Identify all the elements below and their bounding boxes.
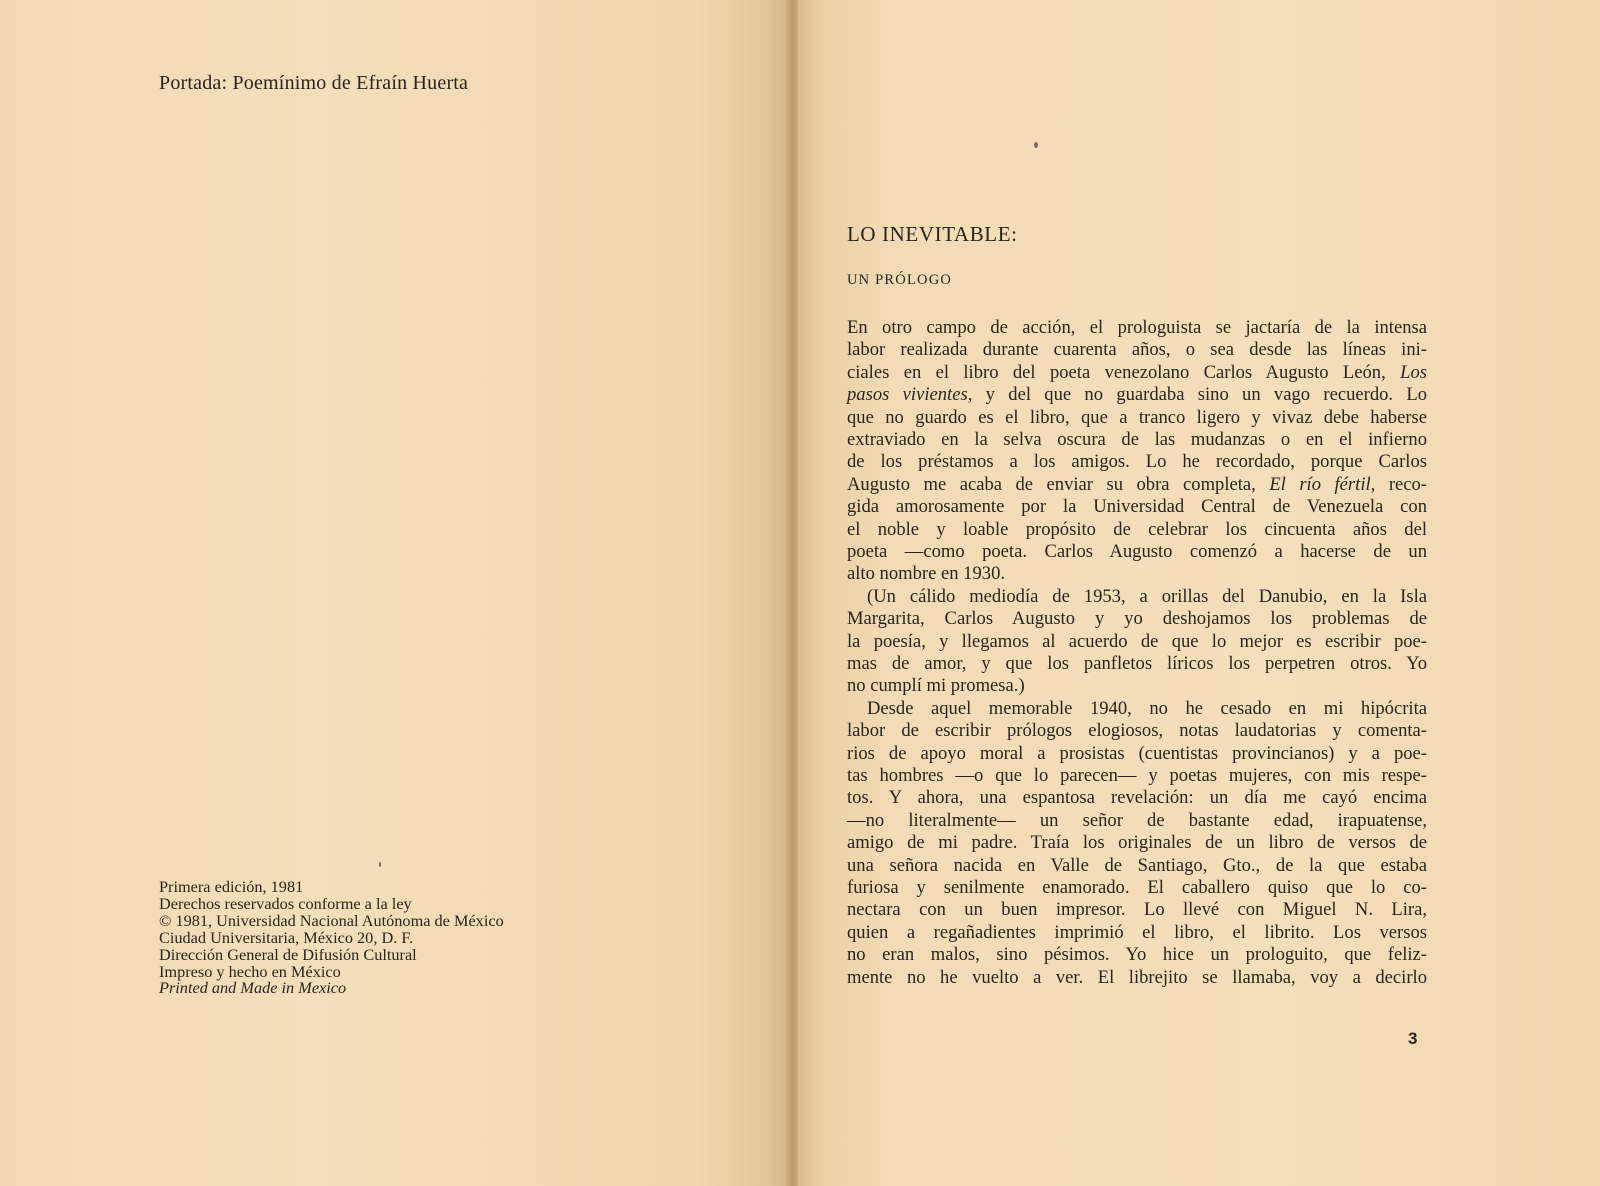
- text-line: quien a regañadientes imprimió el libro, el librito. Los versos: [847, 921, 1427, 943]
- book-title-italic: pasos vivientes,: [847, 384, 973, 406]
- left-page: [0, 0, 791, 1186]
- book-title-italic: El río fértil,: [1269, 473, 1376, 495]
- paper-speck: [1034, 142, 1038, 148]
- text-line: tas hombres —o que lo parecen— y poetas mujeres, con mis respe-: [847, 765, 1427, 786]
- colophon-copyright: © 1981, Universidad Nacional Autónoma de México: [159, 910, 504, 930]
- colophon: [159, 879, 504, 997]
- text-fragment: y del que no guardaba sino un vago recuerdo. Lo: [985, 384, 1428, 406]
- text-line: el noble y loable propósito de celebrar los cincuenta años del: [847, 518, 1427, 540]
- text-line: gida amorosamente por la Universidad Central de Venezuela con: [847, 496, 1427, 518]
- text-line: En otro campo de acción, el prologuista se jactaría de la intensa: [847, 317, 1427, 338]
- paper-speck: [379, 862, 381, 867]
- cover-credit: Portada: Poemínimo de Efraín Huerta: [159, 72, 469, 94]
- colophon-address: Ciudad Universitaria, México 20, D. F.: [159, 927, 414, 947]
- colophon-printed-es: Impreso y hecho en México: [159, 961, 341, 981]
- text-line: tos. Y ahora, una espantosa revelación: un día me cayó encima: [847, 787, 1427, 809]
- text-line: [847, 474, 1427, 496]
- text-line: que no guardo es el libro, que a tranco ligero y vivaz debe haberse: [847, 406, 1427, 428]
- text-line: furiosa y senilmente enamorado. El caballero quiso que lo co-: [847, 877, 1427, 898]
- page-number: 3: [1408, 1029, 1418, 1048]
- text-line: una señora nacida en Valle de Santiago, Gto., de la que estaba: [847, 854, 1427, 876]
- text-line: la poesía, y llegamos al acuerdo de que lo mejor es escribir poe-: [847, 630, 1427, 652]
- text-fragment: Augusto me acaba de enviar su obra completa,: [847, 473, 1256, 495]
- text-line: [847, 362, 1427, 384]
- colophon-edition: Primera edición, 1981: [159, 877, 304, 896]
- prologue-text: [798, 317, 1600, 997]
- text-line: rios de apoyo moral a prosistas (cuentistas provincianos) y a poe-: [847, 742, 1427, 764]
- text-line: —no literalmente— un señor de bastante edad, irapuatense,: [847, 809, 1427, 831]
- text-line: (Un cálido mediodía de 1953, a orillas del Danubio, en la Isla: [867, 585, 1427, 607]
- colophon-publisher: Dirección General de Difusión Cultural: [159, 944, 417, 964]
- text-line: labor realizada durante cuarenta años, o sea desde las líneas ini-: [847, 339, 1427, 361]
- text-line: mente no he vuelto a ver. El librejito se llamaba, voy a decirlo: [847, 966, 1427, 988]
- text-line: mas de amor, y que los panfletos líricos los perpetren otros. Yo: [847, 653, 1427, 674]
- text-line: alto nombre en 1930.: [847, 563, 1006, 585]
- text-line: Margarita, Carlos Augusto y yo deshojamos los problemas de: [847, 608, 1427, 630]
- text-line: Desde aquel memorable 1940, no he cesado en mi hipócrita: [867, 697, 1427, 719]
- text-fragment: ciales en el libro del poeta venezolano Carlos Augusto León,: [847, 361, 1386, 383]
- text-line: de los préstamos a los amigos. Lo he recordado, porque Carlos: [847, 451, 1427, 473]
- chapter-subtitle: UN PRÓLOGO: [847, 272, 953, 288]
- colophon-printed-en: Printed and Made in Mexico: [159, 978, 347, 998]
- text-line: amigo de mi padre. Traía los originales de un libro de versos de: [847, 832, 1427, 854]
- text-line: [847, 384, 1427, 406]
- chapter-title: LO INEVITABLE:: [847, 222, 1018, 246]
- book-title-italic: Los: [1400, 361, 1427, 383]
- text-line: poeta —como poeta. Carlos Augusto comenzó a hacerse de un: [847, 541, 1427, 562]
- text-line: extraviado en la selva oscura de las mudanzas o en el infierno: [847, 429, 1427, 450]
- text-line: labor de escribir prólogos elogiosos, notas laudatorias y comenta-: [847, 720, 1427, 742]
- text-line: nectara con un buen impresor. Lo llevé con Miguel N. Lira,: [847, 899, 1427, 921]
- right-page: [798, 0, 1600, 1186]
- text-fragment: reco-: [1388, 473, 1427, 495]
- text-line: no cumplí mi promesa.): [847, 675, 1025, 697]
- text-line: no eran malos, sino pésimos. Yo hice un prologuito, que feliz-: [847, 944, 1427, 966]
- colophon-rights: Derechos reservados conforme a la ley: [159, 893, 412, 913]
